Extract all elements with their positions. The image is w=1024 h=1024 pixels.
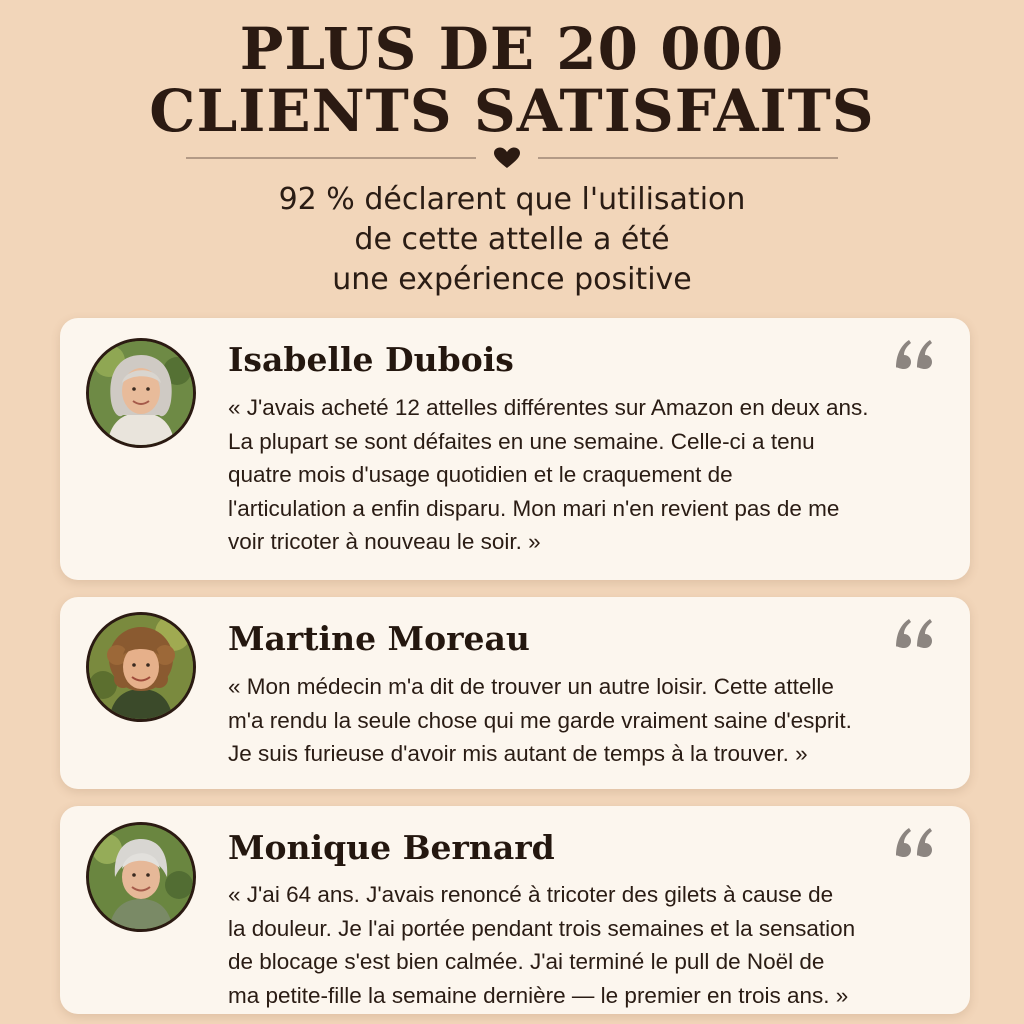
testimonial-name: Isabelle Dubois	[228, 340, 514, 379]
quote-line: m'a rendu la seule chose qui me garde vraiment saine d'esprit.	[228, 707, 852, 733]
testimonial-name: Monique Bernard	[228, 828, 555, 867]
subtitle-line-3: une expérience positive	[332, 262, 692, 297]
testimonial-card	[60, 318, 970, 580]
testimonial-name: Martine Moreau	[228, 619, 530, 658]
avatar-portrait	[89, 341, 193, 445]
quote-line: ma petite-fille la semaine dernière — le premier en trois ans. »	[228, 982, 849, 1008]
quote-line: « Mon médecin m'a dit de trouver un autre loisir. Cette attelle	[228, 674, 834, 699]
quote-line: « J'avais acheté 12 attelles différentes sur Amazon en deux ans.	[228, 395, 869, 420]
headline-line-2: CLIENTS SATISFAITS	[149, 77, 875, 145]
heart-icon	[492, 146, 522, 170]
subtitle-line-2: de cette attelle a été	[354, 222, 670, 257]
quote-line: Je suis furieuse d'avoir mis autant de temps à la trouver. »	[228, 741, 808, 766]
avatar	[86, 338, 196, 448]
quote-line: la douleur. Je l'ai portée pendant trois semaines et la sensation	[228, 915, 856, 941]
testimonial-card	[60, 597, 970, 789]
quote-line: voir tricoter à nouveau le soir. »	[228, 529, 541, 554]
quote-mark-icon	[892, 822, 936, 862]
divider-line-right	[538, 157, 838, 159]
heart-divider	[186, 146, 838, 170]
avatar	[86, 612, 196, 722]
quote-line: l'articulation a enfin disparu. Mon mari n'en revient pas de me	[228, 495, 840, 521]
quote-mark-icon	[892, 613, 936, 653]
avatar	[86, 822, 196, 932]
quote-line: « J'ai 64 ans. J'avais renoncé à tricoter des gilets à cause de	[228, 882, 834, 907]
testimonial-quote	[228, 878, 928, 1012]
testimonial-quote	[228, 670, 928, 771]
avatar-portrait	[89, 615, 193, 719]
quote-line: quatre mois d'usage quotidien et le craquement de	[228, 462, 733, 487]
testimonial-quote	[228, 391, 928, 559]
quote-line: de blocage s'est bien calmée. J'ai terminé le pull de Noël de	[228, 949, 825, 974]
quote-mark-icon	[892, 334, 936, 374]
quote-line: La plupart se sont défaites en une semaine. Celle-ci a tenu	[228, 428, 815, 454]
avatar-portrait	[89, 825, 193, 929]
satisfaction-statement	[0, 180, 1024, 300]
divider-line-left	[186, 157, 476, 159]
headline	[0, 15, 1024, 145]
headline-line-1: PLUS DE 20 000	[239, 15, 785, 83]
testimonial-card	[60, 806, 970, 1014]
subtitle-line-1: 92 % déclarent que l'utilisation	[278, 182, 746, 217]
